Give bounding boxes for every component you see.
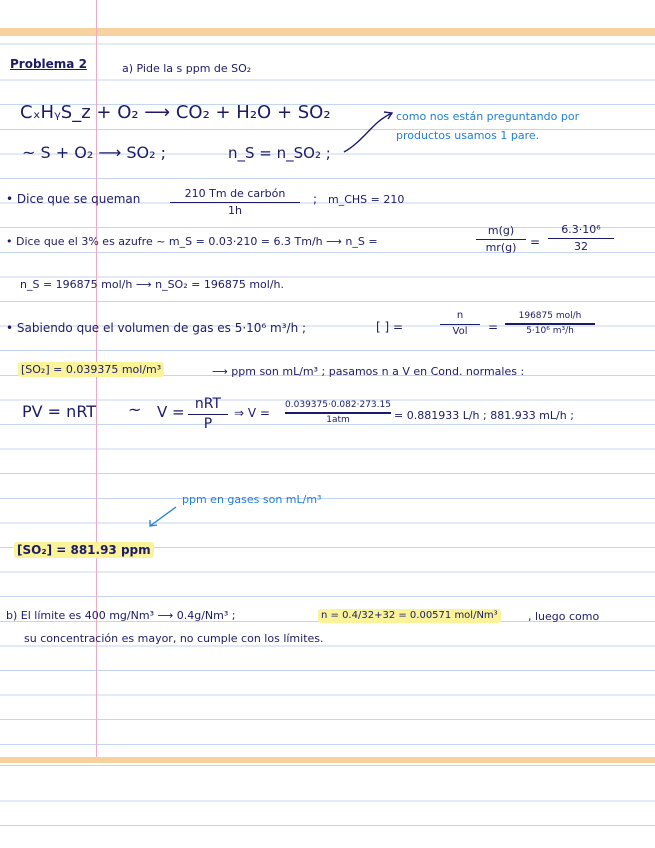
concentration-bracket: [ ] =: [376, 320, 404, 334]
sulfur-mass-line: • Dice que el 3% es azufre ~ m_S = 0.03·210 = 6.3 Tm/h ⟶ n_S =: [6, 235, 378, 248]
moles-fraction-den: mr(g): [485, 241, 517, 255]
part-a-prompt: a) Pide la s ppm de SO₂: [122, 62, 252, 75]
margin-line: [96, 0, 97, 848]
moles-equality: n_S = n_SO₂ ;: [228, 144, 331, 162]
curved-arrow-to-note: [344, 113, 392, 152]
part-b-line1-end: , luego como: [528, 610, 600, 623]
page-top-band: [0, 0, 655, 28]
coal-mass: m_CHS = 210: [328, 193, 405, 206]
combustion-equation: CₓHᵧS_z + O₂ ⟶ CO₂ + H₂O + SO₂: [20, 102, 331, 123]
gas-volume-line: • Sabiendo que el volumen de gas es 5·10⁶ m³/h ;: [6, 321, 307, 335]
gas-law-approx: ~: [128, 400, 142, 419]
volume-fraction: [188, 397, 228, 432]
conc-fraction: [440, 311, 480, 338]
moles-equals: =: [530, 235, 541, 249]
part-b-moles-highlight: n = 0.4/32+32 = 0.00571 mol/Nm³: [318, 609, 501, 623]
burn-separator: ;: [313, 192, 318, 206]
moles-result-line: n_S = 196875 mol/h ⟶ n_SO₂ = 196875 mol/h.: [20, 278, 284, 291]
products-note: como nos están preguntando por productos usamos 1 pare.: [396, 110, 580, 142]
moles-value-num: 6.3·10⁶: [561, 223, 601, 236]
part-b-line1-start: b) El límite es 400 mg/Nm³ ⟶ 0.4g/Nm³ ;: [6, 609, 236, 622]
volume-value-fraction: [285, 401, 391, 425]
top-accent-bar: [0, 28, 655, 36]
moles-value-fraction: [548, 224, 614, 253]
volume-equation: V =: [157, 403, 185, 421]
sulfur-reaction: ~ S + O₂ ⟶ SO₂ ;: [22, 143, 166, 162]
ideal-gas-law: PV = nRT: [22, 402, 97, 421]
moles-fraction-num: m(g): [487, 224, 515, 237]
volume-fraction-num: nRT: [194, 396, 222, 412]
problem-title: Problema 2: [10, 57, 87, 71]
volume-result: = 0.881933 L/h ; 881.933 mL/h ;: [394, 409, 574, 422]
volume-then: ⇒ V =: [234, 406, 270, 420]
conc-value-den: 5·10⁶ m³/h: [526, 325, 574, 336]
conc-value-num: 196875 mol/h: [518, 311, 582, 321]
conc-fraction-num: n: [456, 310, 464, 321]
volume-value-den: 1atm: [326, 414, 350, 425]
ppm-gas-note: ppm en gases son mL/m³: [182, 493, 322, 506]
ppm-note-arrow-head: [150, 520, 157, 526]
page-bottom-band: [0, 763, 655, 848]
volume-fraction-den: P: [203, 416, 213, 433]
burn-rate-numerator: 210 Tm de carbón: [184, 187, 286, 200]
bullet-burn-lead: • Dice que se queman: [6, 192, 141, 206]
ppm-conversion-note: ⟶ ppm son mL/m³ ; pasamos n a V en Cond. normales :: [212, 365, 525, 378]
curved-arrow-head: [384, 112, 392, 119]
conc-value-fraction: [505, 312, 595, 336]
part-b-conclusion: su concentración es mayor, no cumple con los límites.: [24, 632, 324, 645]
moles-fraction: [476, 225, 526, 254]
burn-rate-denominator: 1h: [228, 204, 242, 218]
moles-value-den: 32: [574, 240, 588, 254]
conc-equals: =: [488, 320, 499, 334]
volume-value-num: 0.039375·0.082·273.15: [285, 400, 391, 410]
burn-rate-fraction: [170, 188, 300, 217]
conc-fraction-den: Vol: [452, 326, 468, 337]
so2-concentration-value: [SO₂] = 0.039375 mol/m³: [18, 362, 164, 377]
ppm-note-arrow: [150, 507, 176, 526]
answer-a: [SO₂] = 881.93 ppm: [14, 542, 154, 558]
